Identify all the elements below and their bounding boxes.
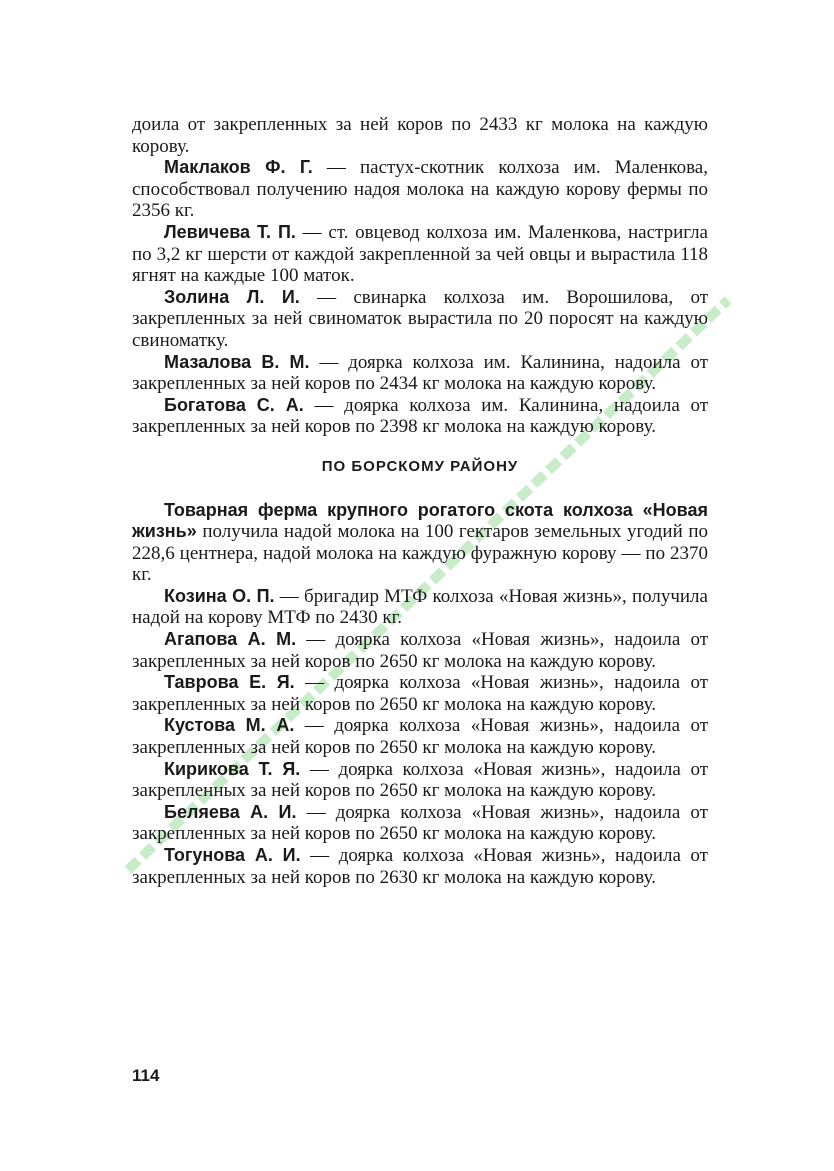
entry-text: — бригадир МТФ колхоза «Новая жизнь», получила надой на корову МТФ по 2430 кг. — [132, 585, 708, 629]
entry-name: Кустова М. А. — [164, 715, 295, 736]
entry-text: — доярка колхоза «Новая жизнь», надоила от закрепленных за ней коров по 2650 кг молока на каждую корову. — [132, 715, 708, 759]
entry-name: Золина Л. И. — [164, 286, 300, 307]
entry-name: Козина О. П. — [164, 585, 275, 606]
section-heading: ПО БОРСКОМУ РАЙОНУ — [321, 457, 519, 475]
list-item — [132, 802, 708, 845]
entry-name: Тогунова А. И. — [164, 845, 301, 865]
list-item — [132, 222, 708, 287]
entry-name: Левичева Т. П. — [164, 221, 296, 242]
list-item — [132, 759, 708, 802]
entry-text: — доярка колхоза им. Калинина, надоила от закрепленных за ней коров по 2434 кг молока на каждую корову. — [132, 351, 708, 395]
list-item — [132, 287, 708, 352]
entry-text: — доярка колхоза «Новая жизнь», надоила от закрепленных за ней коров по 2650 кг молока на каждую корову. — [132, 672, 708, 715]
entry-name: Таврова Е. Я. — [164, 672, 295, 693]
entry-name: Товарная ферма крупного рогатого скота колхоза «Новая жизнь» — [132, 499, 708, 542]
intro-paragraph: доила от закрепленных за ней коров по 2433 кг молока на каждую корову. — [132, 114, 708, 157]
entry-text: — доярка колхоза «Новая жизнь», надоила от закрепленных за ней коров по 2650 кг молока на каждую корову. — [132, 801, 708, 845]
list-item — [132, 629, 708, 672]
entry-text: получила надой молока на 100 гектаров земельных угодий по 228,6 центнера, надой молока на каждую фуражную корову — по 2370 кг. — [132, 521, 708, 586]
entry-text: — доярка колхоза «Новая жизнь», надоила от закрепленных за ней коров по 2650 кг молока на каждую корову. — [132, 629, 708, 672]
entry-text: — ст. овцевод колхоза им. Маленкова, настригла по 3,2 кг шерсти от каждой закрепленной за чей овцы и вырастила 118 ягнят на каждые 100 маток. — [132, 221, 708, 287]
list-item — [132, 352, 708, 395]
entry-name: Беляева А. И. — [164, 801, 297, 822]
list-item — [132, 500, 708, 586]
entry-name: Мазалова В. М. — [164, 351, 310, 372]
list-item — [132, 157, 708, 222]
entry-text: — свинарка колхоза им. Ворошилова, от закрепленных за ней свиноматок вырастила по 20 поросят на каждую свиноматку. — [132, 286, 708, 351]
entry-text: — пастух-скотник колхоза им. Маленкова, способствовал получению надоя молока на каждую корову фермы по 2356 кг. — [132, 157, 708, 222]
list-item — [132, 715, 708, 758]
list-item — [132, 845, 708, 888]
list-item — [132, 586, 708, 629]
entry-text: — доярка колхоза им. Калинина, надоила от закрепленных за ней коров по 2398 кг молока на каждую корову. — [132, 394, 708, 438]
entry-name: Кирикова Т. Я. — [164, 758, 301, 779]
entry-text: — доярка колхоза «Новая жизнь», надоила от закрепленных за ней коров по 2650 кг молока на каждую корову. — [132, 758, 708, 802]
entry-name: Маклаков Ф. Г. — [164, 157, 313, 178]
entry-name: Агапова А. М. — [164, 629, 297, 650]
list-item — [132, 395, 708, 438]
page-body — [132, 114, 708, 888]
list-item — [132, 672, 708, 715]
entry-name: Богатова С. А. — [164, 394, 304, 415]
page-number: 114 — [132, 1066, 160, 1085]
entry-text: — доярка колхоза «Новая жизнь», надоила от закрепленных за ней коров по 2630 кг молока на каждую корову. — [132, 845, 708, 888]
